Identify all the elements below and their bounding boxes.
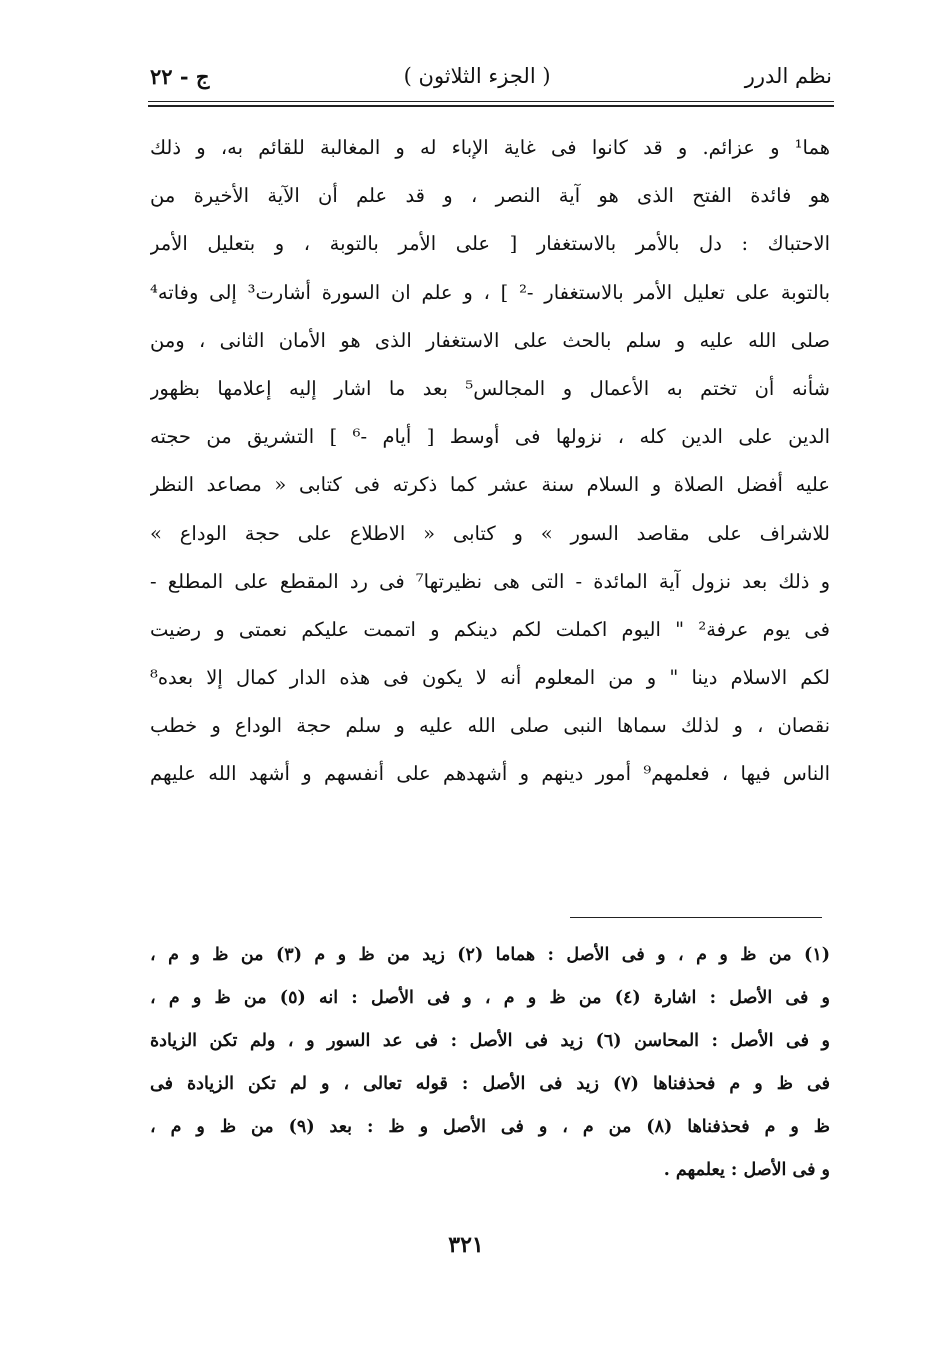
footnote-line: و فى الأصل : المحاسن (٦) زيد فى الأصل : فى عد السور و ، ولم تكن الزيادة: [150, 1031, 830, 1051]
main-text: [150, 124, 830, 799]
text-line: هما¹ و عزائم. و قد كانوا فى غاية الإباء له و المغالبة للقائم به، و ذلك: [150, 136, 830, 159]
text-line: الناس فيها ، فعلمهم⁹ أمور دينهم و أشهدهم على أنفسهم و أشهد الله عليهم: [150, 762, 830, 786]
part-label: ( الجزء الثلاثون ): [403, 64, 551, 88]
footnote-line: و فى الأصل : اشارة (٤) من ظ و م ، و فى الأصل : انه (٥) من ظ و م ،: [150, 988, 830, 1008]
text-line: للاشراف على مقاصد السور » و كتابى « الاطلاع على حجة الوداع »: [150, 521, 830, 545]
text-line: نقصان ، و لذلك سماها النبى صلى الله عليه و سلم حجة الوداع و خطب: [150, 714, 830, 738]
footnote-line: ظ و م فحذفناها (٨) من م ، و فى الأصل و ظ : بعد (٩) من ظ و م ،: [150, 1117, 830, 1137]
footnotes: [150, 934, 830, 1192]
text-line: عليه أفضل الصلاة و السلام سنة عشر كما ذكرته فى كتابى « مصاعد النظر: [150, 473, 830, 497]
book-title: نظم الدرر: [744, 64, 832, 88]
header-rule-thin: [148, 101, 834, 102]
text-line: الاحتباك : دل بالأمر بالاستغفار [ على الأمر بالتوبة ، و بتعليل الأمر: [150, 232, 830, 256]
volume-label: ج - ٢٢: [150, 63, 210, 89]
footnote-line: و فى الأصل : يعلمهم .: [663, 1160, 830, 1180]
text-line: صلى الله عليه و سلم بالحث على الاستغفار الذى هو الأمان الثانى ، ومن: [150, 328, 830, 352]
text-line: الدين على الدين كله ، نزولها فى أوسط [ أيام -⁶ ] التشريق من حجته: [150, 425, 830, 449]
footnote-line: فى ظ و م فحذفناها (٧) زيد فى الأصل : قوله تعالى ، و لم تكن الزيادة فى: [150, 1074, 830, 1094]
footnote-line: (١) من ظ و م ، و فى الأصل : هماما (٢) زيد من ظ و م (٣) من ظ و م ،: [150, 945, 830, 965]
text-line: شأنه أن تختم به الأعمال و المجالس⁵ بعد ما اشار إليه إعلامها بظهور: [150, 376, 830, 400]
text-line: بالتوبة على تعليل الأمر بالاستغفار -² ] ، و علم ان السورة أشارت³ إلى وفاته⁴: [150, 280, 830, 304]
footnote-rule: [570, 917, 822, 918]
text-line: لكم الاسلام دينا " و من المعلوم أنه لا يكون فى هذه الدار كمال إلا بعده⁸: [150, 666, 830, 690]
text-line: و ذلك بعد نزول آية المائدة - التى هى نظيرتها⁷ فى رد المقطع على المطلع -: [150, 569, 830, 593]
text-line: هو فائدة الفتح الذى هو آية النصر ، و قد علم أن الآية الأخيرة من: [150, 184, 830, 208]
page-number: ٣٢١: [448, 1232, 484, 1258]
running-header: [150, 58, 832, 94]
header-rule-thick: [148, 105, 834, 107]
text-line: فى يوم عرفة² " اليوم اكملت لكم دينكم و اتممت عليكم نعمتى و رضيت: [150, 617, 830, 641]
